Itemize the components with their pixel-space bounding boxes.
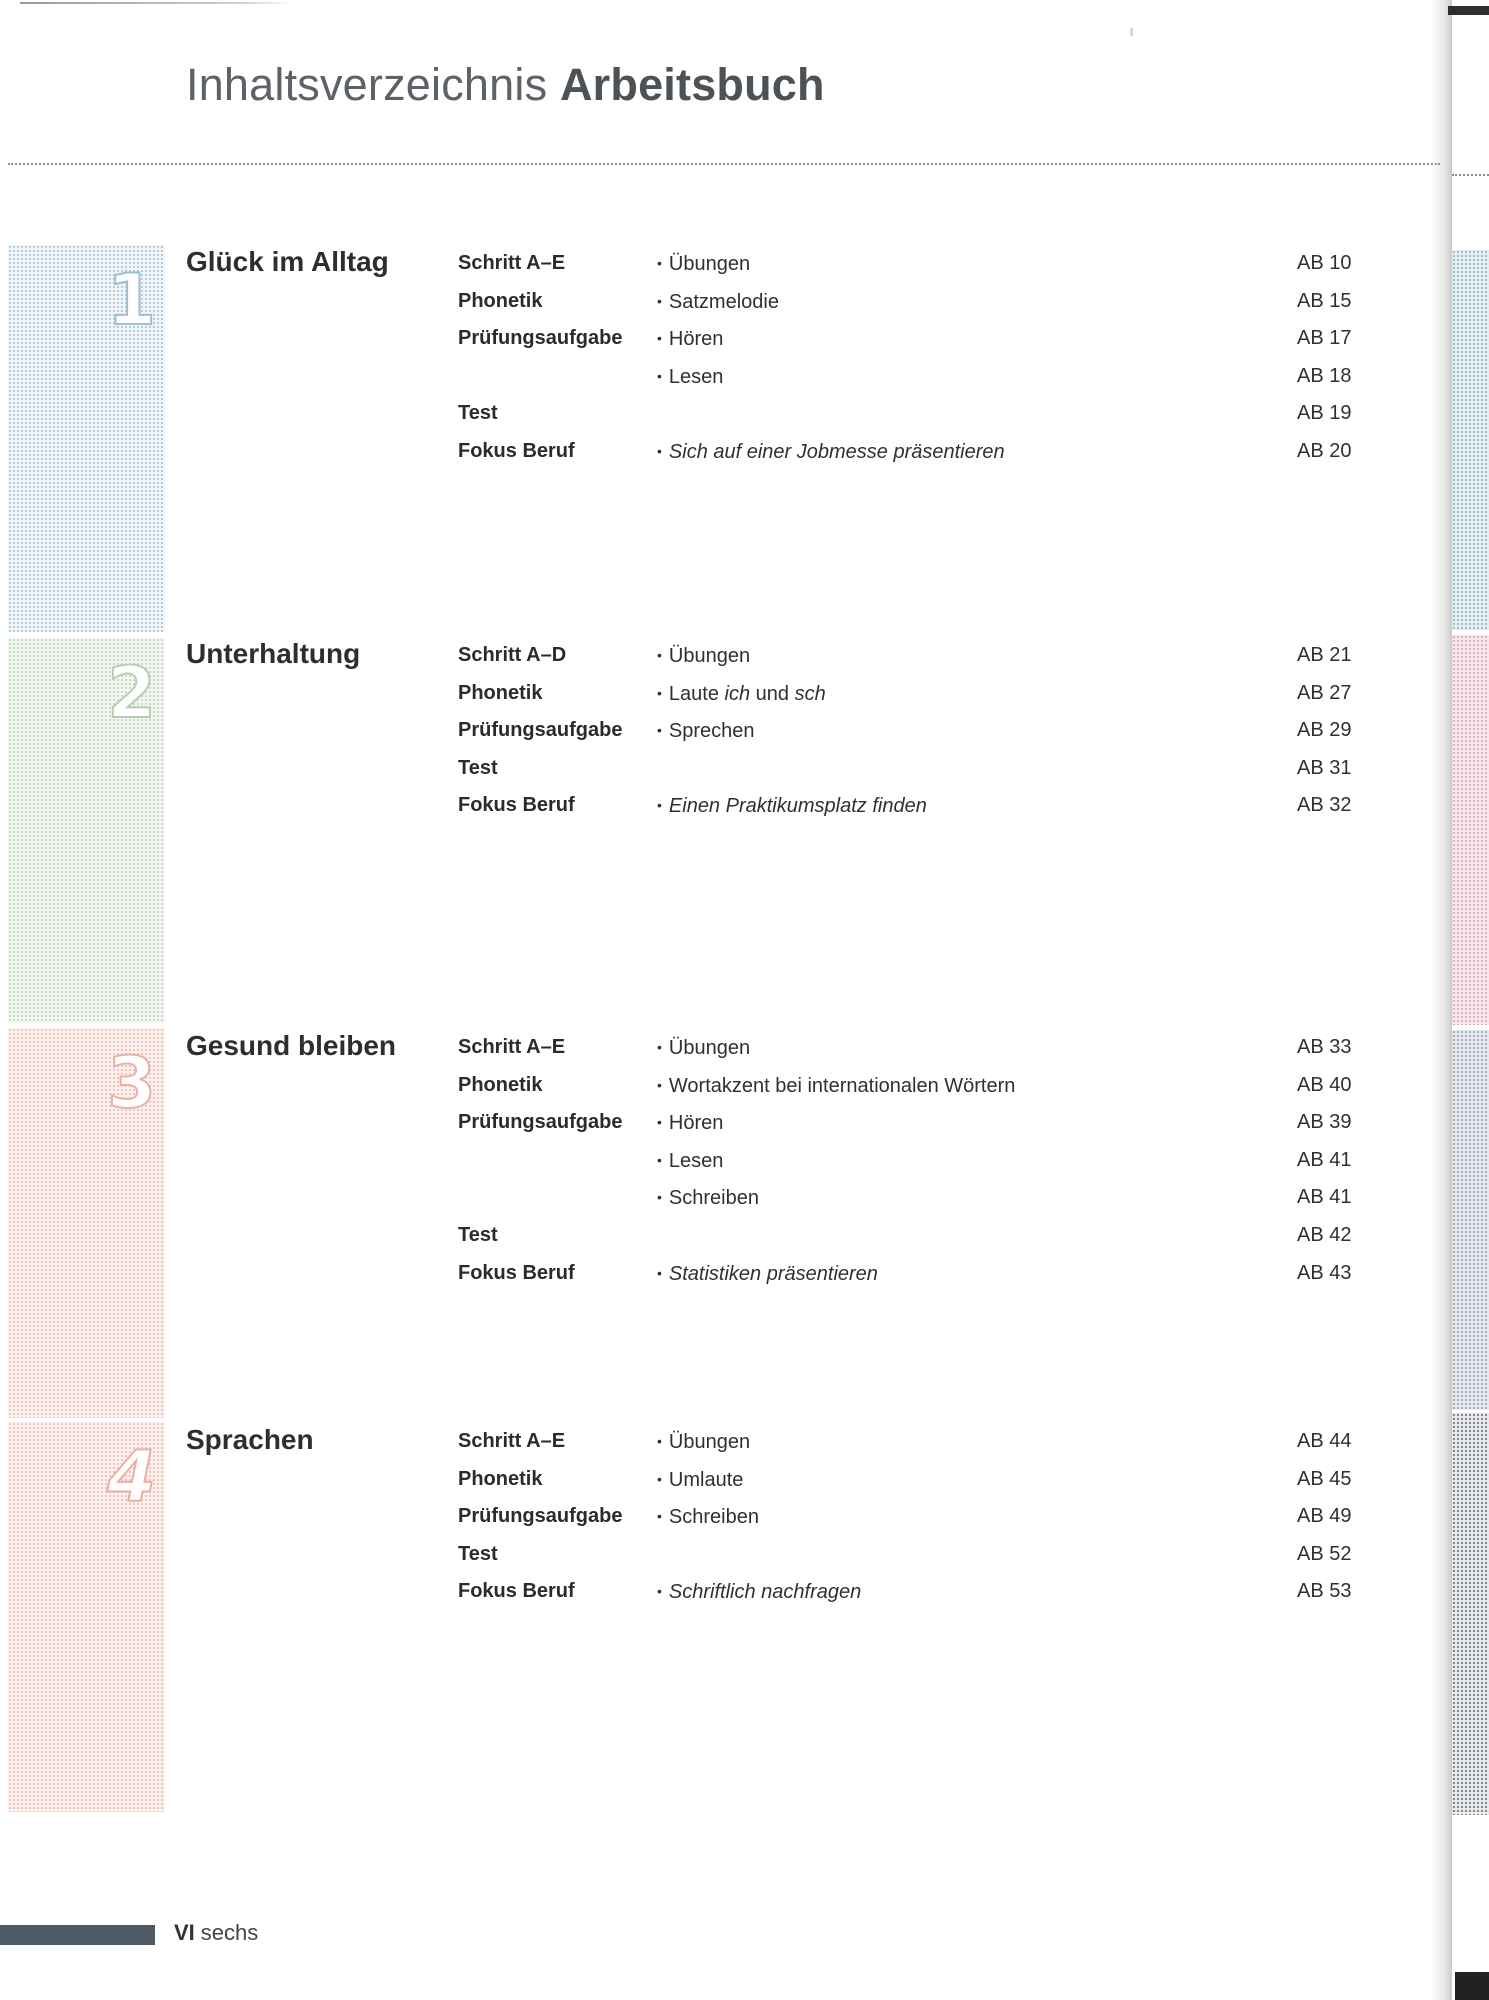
toc-row-page-ref: AB 10 — [1297, 252, 1352, 274]
toc-row-page-ref: AB 42 — [1297, 1224, 1352, 1246]
bullet-icon: • — [657, 797, 662, 814]
toc-row — [0, 1261, 1400, 1299]
toc-row-label: Fokus Beruf — [458, 1580, 575, 1603]
bullet-icon: • — [657, 1264, 662, 1281]
toc-row-topic — [657, 289, 779, 314]
bullet-icon: • — [657, 330, 662, 347]
toc-row-topic-text: Einen Praktikumsplatz finden — [668, 795, 927, 818]
toc-row-topic-part: Laute — [668, 682, 725, 705]
toc-row-label: Fokus Beruf — [458, 440, 575, 462]
toc-row-topic — [657, 1073, 1015, 1098]
toc-row-page-ref: AB 17 — [1297, 327, 1352, 350]
footer-color-bar — [0, 1925, 155, 1945]
toc-row-page-ref: AB 29 — [1297, 719, 1352, 742]
top-edge-rule — [20, 2, 295, 4]
toc-row-page-ref: AB 21 — [1297, 644, 1352, 666]
scan-speck — [1130, 28, 1133, 36]
toc-row-topic — [657, 643, 750, 668]
toc-row-topic-text: Hören — [668, 328, 724, 351]
toc-row-page-ref: AB 33 — [1297, 1036, 1352, 1058]
toc-row-label: Test — [458, 1542, 498, 1565]
toc-row — [0, 793, 1400, 831]
toc-row-topic-text: Sprechen — [668, 720, 755, 743]
toc-row-topic — [657, 1429, 750, 1454]
unit-number: 2 — [107, 652, 156, 734]
toc-row-label: Phonetik — [458, 289, 543, 312]
toc-row-label: Test — [458, 1224, 498, 1246]
toc-row-label: Schritt A–E — [458, 252, 566, 274]
toc-row — [0, 439, 1400, 477]
toc-row-label: Schritt A–D — [458, 644, 567, 666]
unit-title: Unterhaltung — [186, 638, 361, 669]
toc-row — [0, 401, 1400, 439]
toc-row-page-ref: AB 19 — [1297, 402, 1352, 425]
toc-row — [0, 756, 1400, 794]
page-gutter-shadow — [1430, 0, 1452, 2000]
toc-row-label: Phonetik — [458, 681, 543, 704]
toc-row-topic — [657, 1467, 743, 1492]
toc-row — [0, 1223, 1400, 1261]
toc-row-topic — [657, 364, 723, 389]
toc-row-page-ref: AB 20 — [1297, 440, 1352, 462]
toc-row-label: Prüfungsaufgabe — [458, 1111, 623, 1134]
toc-row-label: Phonetik — [458, 1467, 543, 1490]
toc-row-label: Test — [458, 756, 498, 779]
toc-row-topic-text: Hören — [668, 1112, 724, 1135]
toc-row-topic-text: Lesen — [668, 1149, 724, 1172]
toc-row-topic-text: Schreiben — [668, 1187, 759, 1210]
toc-row-topic-text: Wortakzent bei internationalen Wörtern — [668, 1074, 1016, 1097]
toc-row-page-ref: AB 41 — [1297, 1148, 1352, 1171]
bullet-icon: • — [657, 1151, 662, 1168]
toc-row-topic — [657, 1185, 759, 1210]
toc-row-label: Fokus Beruf — [458, 794, 575, 817]
unit-title: Glück im Alltag — [186, 246, 389, 277]
toc-row-label: Phonetik — [458, 1073, 543, 1096]
page-number-roman: VI — [174, 1920, 195, 1945]
toc-row — [0, 1542, 1400, 1580]
unit-title: Gesund bleiben — [186, 1030, 397, 1061]
toc-row-topic — [657, 1148, 723, 1173]
toc-row-label: Prüfungsaufgabe — [458, 1505, 623, 1528]
toc-row-label: Prüfungsaufgabe — [458, 719, 623, 742]
next-page-edge-bottom — [1455, 1972, 1489, 2000]
toc-row-topic — [657, 681, 826, 706]
next-page-strip-pink — [1452, 635, 1489, 1025]
toc-row-label: Schritt A–E — [458, 1036, 566, 1058]
toc-row-topic — [657, 439, 1005, 464]
toc-row-label: Schritt A–E — [458, 1430, 566, 1452]
bullet-icon: • — [657, 1470, 662, 1487]
toc-row-topic — [657, 793, 927, 818]
toc-row — [0, 681, 1400, 719]
toc-row-topic-text: Schriftlich nachfragen — [668, 1581, 862, 1604]
bullet-icon: • — [657, 1114, 662, 1131]
toc-row — [0, 1073, 1400, 1111]
unit-number: 4 — [107, 1436, 156, 1518]
page-title-light: Inhaltsverzeichnis — [186, 59, 548, 110]
toc-row-topic-text: Übungen — [668, 1431, 751, 1453]
toc-row-page-ref: AB 44 — [1297, 1430, 1352, 1452]
toc-row — [0, 1429, 1400, 1467]
toc-row-page-ref: AB 27 — [1297, 681, 1352, 704]
toc-row — [0, 1148, 1400, 1186]
toc-row-topic — [657, 251, 750, 276]
toc-row-topic-text: Sich auf einer Jobmesse präsentieren — [668, 441, 1005, 463]
toc-row-topic — [657, 326, 723, 351]
toc-row-topic — [657, 1261, 878, 1286]
toc-row-topic-text: Statistiken präsentieren — [668, 1262, 878, 1285]
toc-row-label: Prüfungsaufgabe — [458, 327, 623, 350]
toc-row-topic — [657, 1579, 861, 1604]
toc-row-page-ref: AB 43 — [1297, 1261, 1352, 1284]
next-page-edge-top — [1448, 6, 1489, 15]
bullet-icon: • — [657, 647, 662, 663]
next-page-strip-dark — [1452, 1413, 1489, 1815]
toc-row-page-ref: AB 45 — [1297, 1467, 1352, 1490]
page-title-bold: Arbeitsbuch — [559, 59, 825, 110]
toc-row-topic — [657, 1035, 750, 1060]
bullet-icon: • — [657, 292, 662, 309]
bullet-icon: • — [657, 1039, 662, 1055]
bullet-icon: • — [657, 367, 662, 384]
toc-row-topic-text: Übungen — [668, 645, 751, 667]
unit-number: 3 — [107, 1042, 156, 1124]
toc-row — [0, 643, 1400, 681]
toc-row-page-ref: AB 18 — [1297, 364, 1352, 387]
toc-row-topic-part: ich — [724, 682, 751, 705]
toc-row-page-ref: AB 41 — [1297, 1186, 1352, 1209]
toc-row-label: Test — [458, 402, 498, 425]
toc-row-topic-part: sch — [794, 682, 826, 705]
bullet-icon: • — [657, 1508, 662, 1525]
toc-row-topic-text: Übungen — [668, 1037, 751, 1059]
toc-row-topic-text: Umlaute — [668, 1468, 744, 1491]
toc-row-page-ref: AB 52 — [1297, 1542, 1352, 1565]
toc-row — [0, 251, 1400, 289]
toc-row-page-ref: AB 32 — [1297, 794, 1352, 817]
bullet-icon: • — [657, 255, 662, 271]
bullet-icon: • — [657, 1076, 662, 1093]
toc-row-topic-text: Lesen — [668, 365, 724, 388]
toc-row-topic-text: Satzmelodie — [668, 290, 779, 313]
bullet-icon: • — [657, 722, 662, 739]
toc-row-page-ref: AB 53 — [1297, 1580, 1352, 1603]
bullet-icon: • — [657, 1433, 662, 1449]
header-divider-next-page — [1452, 174, 1489, 176]
toc-row-page-ref: AB 49 — [1297, 1505, 1352, 1528]
toc-row-topic-text: Schreiben — [668, 1506, 759, 1529]
toc-row — [0, 1035, 1400, 1073]
toc-row-topic-text: Übungen — [668, 253, 751, 275]
page-number-word: sechs — [200, 1920, 259, 1945]
toc-row-page-ref: AB 31 — [1297, 756, 1352, 779]
toc-row-label: Fokus Beruf — [458, 1261, 575, 1284]
header-divider — [8, 163, 1440, 165]
page-title — [186, 59, 825, 110]
toc-row — [0, 1504, 1400, 1542]
toc-row-page-ref: AB 39 — [1297, 1111, 1352, 1134]
toc-row-topic — [657, 1504, 759, 1529]
toc-row — [0, 326, 1400, 364]
toc-row — [0, 364, 1400, 402]
bullet-icon: • — [657, 443, 662, 459]
page-number — [174, 1920, 258, 1946]
bullet-icon: • — [657, 1189, 662, 1206]
toc-row — [0, 718, 1400, 756]
unit-number: 1 — [107, 259, 156, 341]
unit-title: Sprachen — [186, 1424, 314, 1455]
next-page-strip-blue — [1452, 250, 1489, 630]
toc-row — [0, 289, 1400, 327]
bullet-icon: • — [657, 1583, 662, 1600]
toc-row-topic — [657, 1110, 723, 1135]
toc-row-topic — [657, 718, 755, 743]
toc-row — [0, 1110, 1400, 1148]
toc-row-topic-part: und — [750, 682, 795, 705]
next-page-strip-grey — [1452, 1030, 1489, 1410]
toc-row-page-ref: AB 15 — [1297, 289, 1352, 312]
toc-row — [0, 1467, 1400, 1505]
toc-row — [0, 1579, 1400, 1617]
bullet-icon: • — [657, 684, 662, 701]
toc-row-page-ref: AB 40 — [1297, 1073, 1352, 1096]
toc-row — [0, 1185, 1400, 1223]
